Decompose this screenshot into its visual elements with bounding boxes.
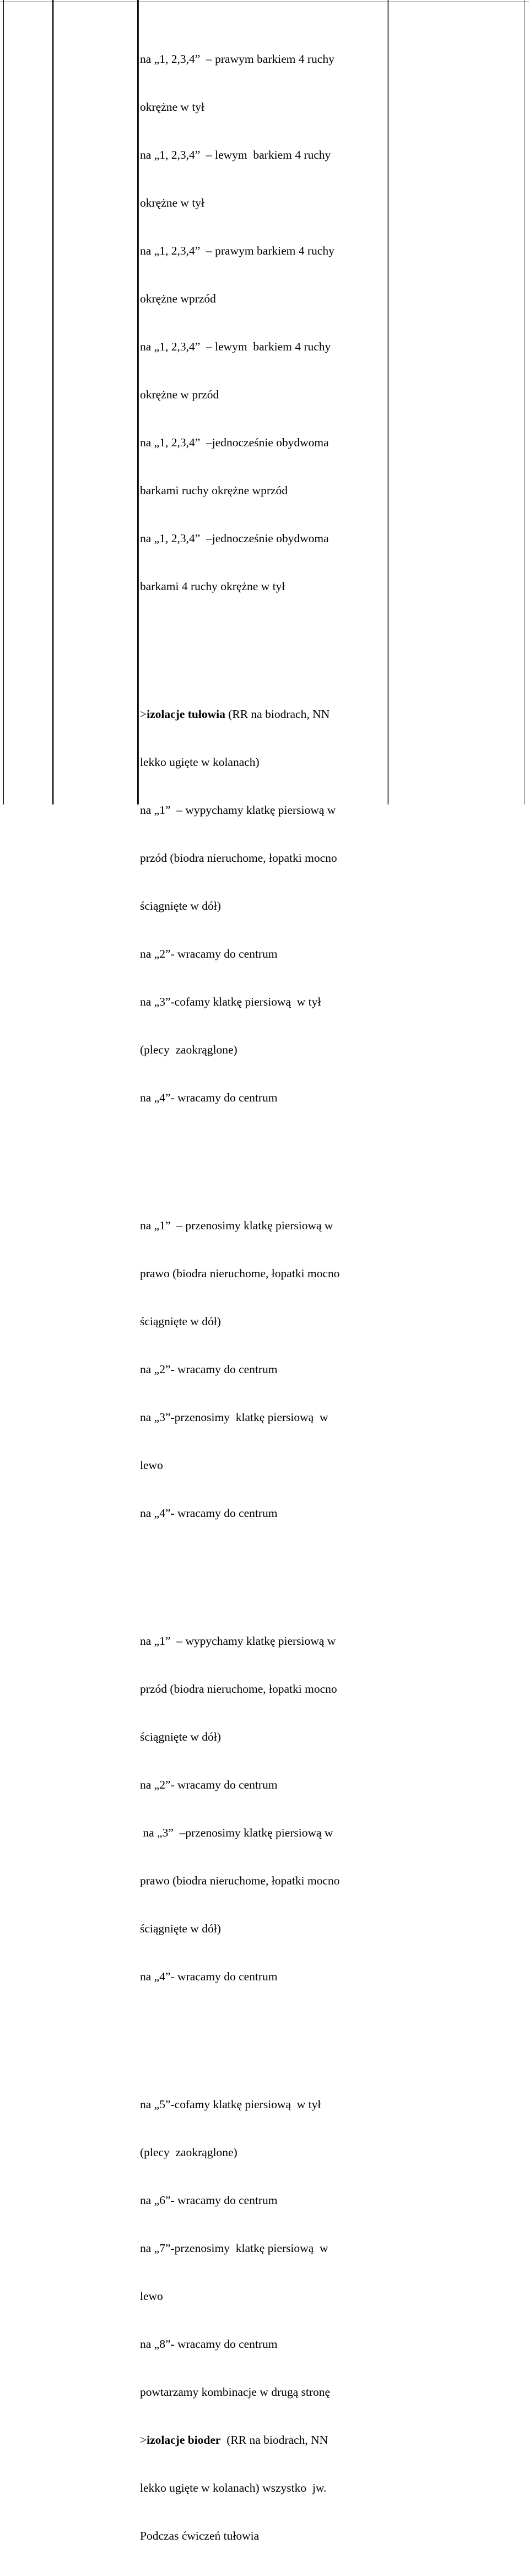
text-line: ściągnięte w dół) (140, 899, 221, 912)
text-line: prawo (biodra nieruchome, łopatki mocno (140, 1267, 340, 1280)
text-line: ściągnięte w dół) (140, 1730, 221, 1743)
text-line: na „1” – wypychamy klatkę piersiową w (140, 1634, 336, 1648)
text-line: przód (biodra nieruchome, łopatki mocno (140, 1682, 337, 1695)
text-line: ściągnięte w dół) (140, 1315, 221, 1328)
text-line: (plecy zaokrąglone) (140, 1043, 237, 1056)
text-line: lekko ugięte w kolanach) wszystko jw. (140, 2481, 327, 2494)
text-line: na „8”- wracamy do centrum (140, 2337, 278, 2351)
text-line: ściągnięte w dół) (140, 1922, 221, 1935)
paragraph-gap (140, 627, 385, 642)
text-line: okrężne w tył (140, 196, 205, 209)
table-border-left (3, 0, 4, 804)
table-column-divider-2 (53, 0, 54, 804)
text-line: na „1, 2,3,4” – lewym barkiem 4 ruchy (140, 148, 331, 161)
text-line: prawo (biodra nieruchome, łopatki mocno (140, 1874, 340, 1887)
text-line: barkami 4 ruchy okrężne w tył (140, 580, 285, 593)
text-line: na „4”- wracamy do centrum (140, 1506, 278, 1520)
text-line: okrężne wprzód (140, 292, 216, 305)
section-heading-torso (140, 706, 385, 722)
text-line: na „5”-cofamy klatkę piersiową w tył (140, 2098, 321, 2111)
text-line: na „1, 2,3,4” –jednocześnie obydwoma (140, 532, 329, 545)
paragraph-gap (140, 2017, 385, 2033)
text-line: na „2”- wracamy do centrum (140, 1363, 278, 1376)
paragraph-gap (140, 1138, 385, 1154)
table-column-divider-4 (138, 0, 139, 804)
text-line: na „2”- wracamy do centrum (140, 1778, 278, 1791)
heading-prefix: > (140, 2433, 147, 2447)
text-line: na „4”- wracamy do centrum (140, 1970, 278, 1983)
heading-rest-text: (RR na biodrach, NN (225, 708, 330, 721)
text-line: powtarzamy kombinacje w drugą stronę (140, 2385, 331, 2399)
heading-bold-text: izolacje bioder (147, 2433, 221, 2447)
table-column-divider-3 (137, 0, 138, 804)
heading-rest-text: (RR na biodrach, NN (220, 2433, 328, 2447)
text-line: na „1” – przenosimy klatkę piersiową w (140, 1219, 333, 1232)
text-line: okrężne w tył (140, 100, 205, 114)
heading-bold-text: izolacje tułowia (147, 708, 225, 721)
text-line: na „1, 2,3,4” – prawym barkiem 4 ruchy (140, 244, 334, 257)
text-line: lewo (140, 2289, 163, 2303)
text-line: na „2”- wracamy do centrum (140, 947, 278, 960)
text-line: (plecy zaokrąglone) (140, 2146, 237, 2159)
exercise-description-cell (140, 3, 385, 2576)
text-line: lewo (140, 1459, 163, 1472)
text-line: na „1, 2,3,4” –jednocześnie obydwoma (140, 436, 329, 449)
text-line: Podczas ćwiczeń tułowia (140, 2529, 260, 2542)
text-line: lekko ugięte w kolanach) (140, 755, 260, 769)
section-heading-hips (140, 2432, 385, 2448)
text-line: na „3”-cofamy klatkę piersiową w tył (140, 995, 321, 1008)
text-line: na „1” – wypychamy klatkę piersiową w (140, 803, 336, 817)
text-line: przód (biodra nieruchome, łopatki mocno (140, 851, 337, 865)
text-line: na „1, 2,3,4” – prawym barkiem 4 ruchy (140, 52, 334, 66)
text-line: na „4”- wracamy do centrum (140, 1091, 278, 1104)
text-line: na „6”- wracamy do centrum (140, 2194, 278, 2207)
heading-prefix: > (140, 708, 147, 721)
table-column-divider-1 (52, 0, 53, 804)
paragraph-gap (140, 1553, 385, 1569)
text-line: na „3” –przenosimy klatkę piersiową w (140, 1826, 333, 1839)
text-line: okrężne w przód (140, 388, 219, 401)
text-line: na „1, 2,3,4” – lewym barkiem 4 ruchy (140, 340, 331, 353)
text-line: barkami ruchy okrężne wprzód (140, 484, 288, 497)
text-line: na „7”-przenosimy klatkę piersiową w (140, 2242, 328, 2255)
text-line: na „3”-przenosimy klatkę piersiową w (140, 1411, 328, 1424)
